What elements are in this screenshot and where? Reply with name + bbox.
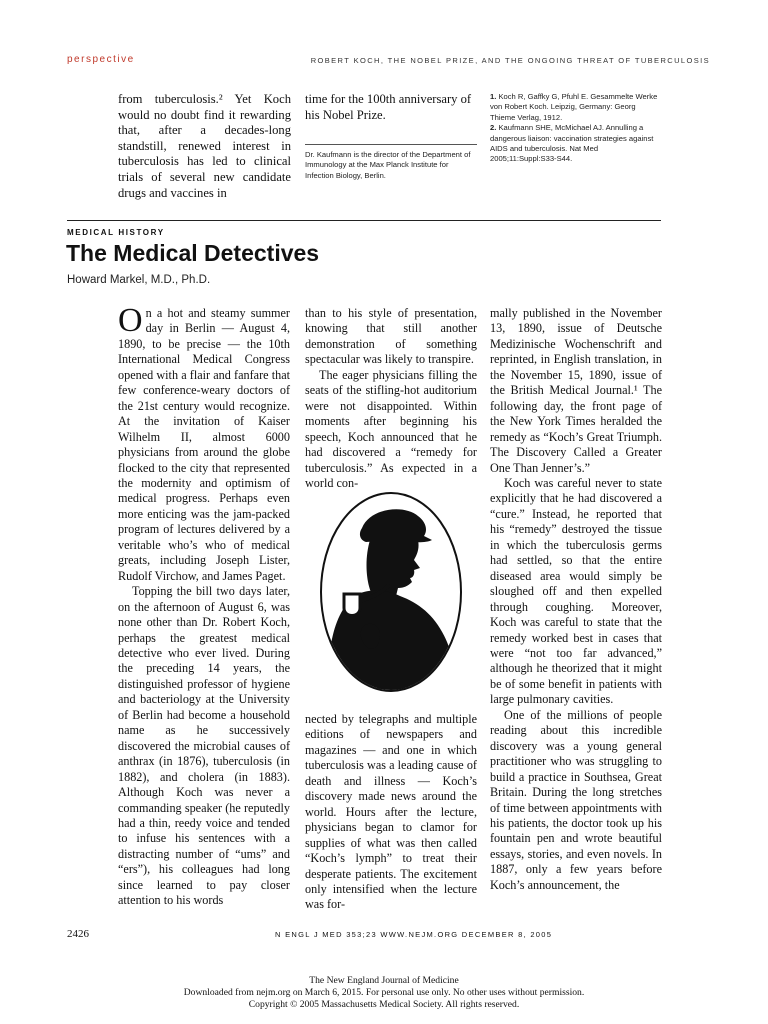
copyright-line: Copyright © 2005 Massachusetts Medical Society. All rights reserved. [248, 999, 520, 1010]
previous-article-column-2: time for the 100th anniversary of his Nobel Prize. [305, 92, 472, 122]
paragraph: mally published in the November 13, 1890, issue of Deutsche Medizinische Wochenschrift and reprinted, in English translation, in the November 15, 1890, issue of the British Medical Journal.¹ The following day, the front page of the New York Times heralded the remedy as “Koch’s Great Triumph. The Discovery Called a Greater One Than Jenner’s.” [490, 306, 662, 475]
references [490, 92, 660, 165]
article-byline: Howard Markel, M.D., Ph.D. [67, 274, 211, 286]
paragraph: Topping the bill two days later, on the afternoon of August 6, was none other than Dr. Robert Koch, perhaps the greatest medical detective who ever lived. During the preceding 14 years, the distinguished professor of hygiene and bacteriology at the University of Berlin had become a household name as he successively discovered the microbial causes of anthrax (in 1876), tuberculosis (in 1882), and cholera (in 1883). Although Koch was never a commanding speaker (he reputedly had a thin, reedy voice and tended to infuse his sentences with a distracting number of “ums” and “ers”), his colleagues had long since learned to pay closer attention to his words [118, 584, 290, 908]
author-bio: Dr. Kaufmann is the director of the Department of Immunology at the Max Planck Institute for Infection Biology, Berlin. [305, 150, 471, 180]
article-column-2 [305, 306, 477, 491]
article-column-2-continued [305, 712, 477, 913]
article-kicker: MEDICAL HISTORY [67, 228, 165, 237]
article-column-3 [490, 306, 662, 893]
copyright-line: Downloaded from nejm.org on March 6, 2015. For personal use only. No other uses without permission. [183, 987, 585, 998]
previous-article-column-1: from tuberculosis.² Yet Koch would no doubt find it rewarding that, after a decades-long standstill, renewed interest in tuberculosis has led to clinical trials of several new candidate drugs and vaccines in [118, 92, 291, 200]
paragraph: than to his style of presentation, knowing that still another demonstration of something spectacular was likely to transpire. [305, 306, 477, 367]
paragraph: nected by telegraphs and multiple editions of newspapers and magazines — and one in which tuberculosis was a leading cause of death and illness — Koch’s discovery made news around the world. Hours after the lecture, physicians began to clamor for supplies of what was then called “Koch’s lymph” to treat their desperate patients. The excitement only intensified when the lecture was for- [305, 712, 477, 912]
section-label: perspective [67, 54, 135, 65]
article-title: The Medical Detectives [66, 240, 320, 266]
page-number: 2426 [67, 928, 89, 940]
detective-silhouette-icon [318, 490, 464, 694]
journal-citation: N ENGL J MED 353;23 WWW.NEJM.ORG DECEMBER 8, 2005 [275, 930, 553, 939]
article-column-1 [118, 302, 290, 909]
copyright-notice [0, 975, 768, 1011]
article-divider [67, 220, 661, 221]
drop-cap: O [118, 302, 143, 339]
paragraph: On a hot and steamy summer day in Berlin — August 4, 1890, to be precise — the 10th International Medical Congress opened with a flair and fanfare that few conference-weary doctors of the 21st century would recognize. At the invitation of Kaiser Wilhelm II, almost 6000 physicians from around the globe flocked to the city that represented the modernity and optimism of medical progress. Perhaps even more enticing was the jam-packed program of lectures delivered by a veritable who’s who of medical greats, including Joseph Lister, Rudolf Virchow, and James Paget. [118, 302, 290, 583]
copyright-line: The New England Journal of Medicine [309, 975, 459, 986]
reference-item: 2. Kaufmann SHE, McMichael AJ. Annulling a dangerous liaison: vaccination strategies against AIDS and tuberculosis. Nat Med 2005;11:Suppl:S33-S44. [490, 123, 654, 164]
paragraph: One of the millions of people reading about this incredible discovery was a young general practitioner who was struggling to build a practice in Southsea, Great Britain. During the long stretches of time between appointments with his patients, the doctor took up his fountain pen and wrote beautiful essays, stories, and even novels. In 1887, only a few years before Koch’s announcement, the [490, 707, 662, 892]
paragraph: The eager physicians filling the seats of the stifling-hot auditorium were not disappointed. Within moments after beginning his speech, Koch announced that he had discovered a “remedy for tuberculosis.” As expected in a world con- [305, 367, 477, 490]
bio-divider [305, 144, 477, 145]
paragraph: Koch was careful never to state explicitly that he had discovered a “cure.” Instead, he reported that his “remedy” destroyed the tissue in which the tuberculosis germs had settled, so that the entire diseased area would simply be sloughed off and then expelled through coughing. Moreover, Koch was careful to state that the remedy worked best in cases that were “not too far advanced,” although he theorized that it might be of some benefit in patients with large pulmonary cavities. [490, 475, 662, 707]
reference-item: 1. Koch R, Gaffky G, Pfuhl E. Gesammelte Werke von Robert Koch. Leipzig, Germany: Georg Thieme Verlag, 1912. [490, 92, 658, 122]
running-title: ROBERT KOCH, THE NOBEL PRIZE, AND THE ONGOING THREAT OF TUBERCULOSIS [310, 56, 710, 65]
